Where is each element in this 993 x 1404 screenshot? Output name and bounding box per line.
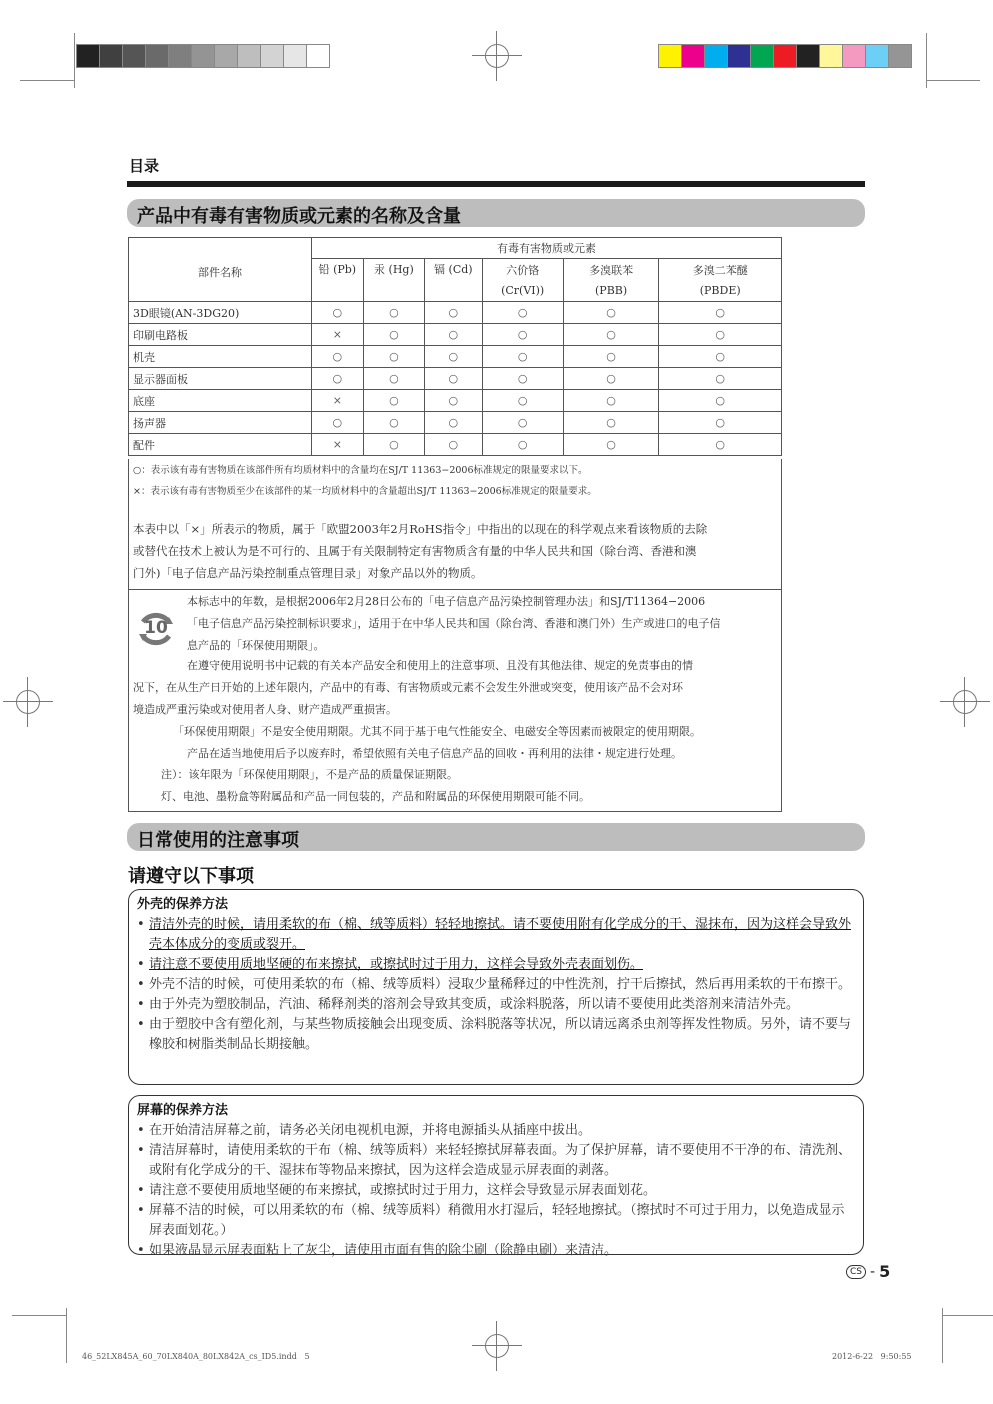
- list-item-text: 由于外壳为塑胶制品，汽油、稀释剂类的溶剂会导致其变质，或涂料脱落，所以请不要使用此类溶剂来清洁外壳。: [149, 997, 800, 1012]
- crop-mark: [12, 1315, 66, 1316]
- crop-mark: [942, 1315, 993, 1316]
- substance-value-cell: ×: [311, 390, 363, 412]
- part-name-cell: 印刷电路板: [129, 324, 312, 346]
- color-swatch: [774, 45, 797, 67]
- gray-swatch: [77, 45, 100, 67]
- substance-value-cell: ○: [425, 346, 482, 368]
- part-name-cell: 扬声器: [129, 412, 312, 434]
- list-item: [137, 975, 855, 995]
- color-swatch: [866, 45, 889, 67]
- gray-swatch: [169, 45, 192, 67]
- page-number: [846, 1262, 890, 1281]
- list-item: [137, 915, 855, 955]
- substance-value-cell: ○: [425, 368, 482, 390]
- gray-swatch: [261, 45, 284, 67]
- substance-value-cell: ×: [311, 434, 363, 456]
- list-item-text: 外壳不洁的时候，可使用柔软的布（棉、绒等质料）浸取少量稀释过的中性洗剂，拧干后擦拭，然后再用柔软的干布擦干。: [149, 977, 852, 992]
- substance-value-cell: ○: [363, 412, 424, 434]
- paragraph-line: 灯、电池、墨粉盒等附属品和产品一同包装的，产品和附属品的环保使用期限可能不同。: [161, 790, 590, 803]
- substance-value-cell: ○: [425, 412, 482, 434]
- substance-value-cell: ○: [311, 346, 363, 368]
- part-name-cell: 配件: [129, 434, 312, 456]
- logo-text-line: 息产品的「环保使用期限」。: [187, 639, 325, 652]
- registration-mark-icon: [472, 1321, 522, 1371]
- footer-filename: 46_52LX845A_60_70LX840A_80LX842A_cs_ID5.indd 5: [82, 1352, 310, 1361]
- table-row: [129, 368, 782, 390]
- substance-value-cell: ○: [363, 368, 424, 390]
- substance-column-header: 镉 (Cd): [425, 259, 482, 302]
- table-row: [129, 346, 782, 368]
- color-swatch-strip: [658, 44, 912, 68]
- substance-value-cell: ○: [311, 412, 363, 434]
- crop-mark: [20, 80, 74, 81]
- eco-period-notes: [128, 590, 782, 812]
- table-row: [129, 412, 782, 434]
- substance-value-cell: ○: [563, 390, 659, 412]
- substance-value-cell: ○: [425, 324, 482, 346]
- crop-mark: [942, 1308, 943, 1363]
- color-swatch: [682, 45, 705, 67]
- list-item: [137, 1015, 855, 1055]
- rohs-note-line: 本表中以「×」所表示的物质，属于「欧盟2003年2月RoHS指令」中指出的以现在的科学观点来看该物质的去除: [133, 522, 708, 536]
- rohs-note-line: 门外)「电子信息产品污染控制重点管理目录」对象产品以外的物质。: [133, 566, 483, 580]
- footer-timestamp: 2012-6-22 9:50:55: [832, 1352, 912, 1361]
- registration-mark-icon: [3, 677, 53, 727]
- logo-text-line: 本标志中的年数，是根据2006年2月28日公布的「电子信息产品污染控制管理办法」和SJ/T11364−2006: [187, 595, 706, 608]
- table-row: [129, 434, 782, 456]
- list-item-text: 如果液晶显示屏表面粘上了灰尘，请使用市面有售的除尘刷（除静电刷）来清洁。: [149, 1243, 618, 1258]
- registration-mark-icon: [472, 31, 522, 81]
- substance-value-cell: ○: [659, 346, 782, 368]
- color-swatch: [659, 45, 682, 67]
- substance-value-cell: ○: [311, 368, 363, 390]
- substance-value-cell: ○: [311, 302, 363, 324]
- case-care-title: 外壳的保养方法: [137, 897, 229, 912]
- substance-value-cell: ○: [563, 412, 659, 434]
- table-row: [129, 390, 782, 412]
- section-header-hazardous: [127, 199, 865, 227]
- list-item: [137, 1121, 855, 1141]
- color-swatch: [751, 45, 774, 67]
- header-rule: [127, 181, 865, 187]
- substance-column-subheader: (Cr(VI)): [482, 280, 563, 302]
- page-separator: -: [870, 1263, 876, 1280]
- part-name-header: 部件名称: [129, 238, 312, 302]
- list-item-text: 请注意不要使用质地坚硬的布来擦拭，或擦拭时过于用力，这样会导致外壳表面划伤。: [149, 957, 644, 972]
- substance-value-cell: ○: [659, 390, 782, 412]
- substance-column-header: 多溴联苯: [563, 259, 659, 281]
- substance-value-cell: ○: [659, 434, 782, 456]
- substance-value-cell: ○: [425, 302, 482, 324]
- gray-swatch: [123, 45, 146, 67]
- gray-swatch: [192, 45, 215, 67]
- registration-mark-icon: [940, 677, 990, 727]
- paragraph-line: 在遵守使用说明书中记载的有关本产品安全和使用上的注意事项、且没有其他法律、规定的免责事由的情: [187, 659, 693, 672]
- hazardous-substances-table: [128, 237, 782, 456]
- color-swatch: [797, 45, 820, 67]
- substance-value-cell: ○: [482, 434, 563, 456]
- screen-care-title: 屏幕的保养方法: [137, 1103, 229, 1118]
- gray-swatch: [284, 45, 307, 67]
- substance-column-header: 多溴二苯醚: [659, 259, 782, 281]
- substance-value-cell: ○: [563, 346, 659, 368]
- crop-mark: [926, 80, 980, 81]
- part-name-cell: 显示器面板: [129, 368, 312, 390]
- substance-group-header: 有毒有害物质或元素: [311, 238, 781, 259]
- paragraph-line: 产品在适当地使用后予以废弃时，希望依照有关电子信息产品的回收・再利用的法律・规定进行处理。: [187, 747, 682, 760]
- part-name-cell: 机壳: [129, 346, 312, 368]
- crop-mark: [66, 1308, 67, 1363]
- part-name-cell: 底座: [129, 390, 312, 412]
- list-item-text: 屏幕不洁的时候，可以用柔软的布（棉、绒等质料）稍微用水打湿后，轻轻地擦拭。（擦拭时不可过于用力，以免造成显示屏表面划花。）: [149, 1203, 845, 1238]
- substance-column-header: 汞 (Hg): [363, 259, 424, 302]
- gray-swatch-strip: [76, 44, 330, 68]
- logo-text-line: 「电子信息产品污染控制标识要求」，适用于在中华人民共和国（除台湾、香港和澳门外）生产或进口的电子信: [187, 617, 721, 630]
- list-item-text: 由于塑胶中含有塑化剂，与某些物质接触会出现变质、涂料脱落等状况，所以请远离杀虫剂等挥发性物质。另外，请不要与橡胶和树脂类制品长期接触。: [149, 1017, 852, 1052]
- substance-value-cell: ○: [563, 302, 659, 324]
- section-title: 产品中有毒有害物质或元素的名称及含量: [137, 206, 461, 227]
- paragraph-line: 境造成严重污染或对使用者人身、财产造成严重损害。: [133, 703, 397, 716]
- substance-value-cell: ○: [363, 324, 424, 346]
- substance-value-cell: ○: [563, 434, 659, 456]
- color-swatch: [728, 45, 751, 67]
- table-row: [129, 324, 782, 346]
- case-care-box: [128, 889, 864, 1085]
- substance-value-cell: ○: [563, 368, 659, 390]
- crop-mark: [74, 33, 75, 88]
- substance-value-cell: ○: [659, 324, 782, 346]
- list-item: [137, 995, 855, 1015]
- substance-column-subheader: (PBB): [563, 280, 659, 302]
- substance-value-cell: ○: [482, 390, 563, 412]
- color-swatch: [820, 45, 843, 67]
- list-item-text: 清洁屏幕时，请使用柔软的干布（棉、绒等质料）来轻轻擦拭屏幕表面。为了保护屏幕，请不要使用不干净的布、清洗剂、或附有化学成分的干、湿抹布等物品来擦拭，因为这样会造成显示屏表面的剥落。: [149, 1143, 852, 1178]
- substance-value-cell: ○: [563, 324, 659, 346]
- substance-value-cell: ○: [482, 412, 563, 434]
- table-row: [129, 302, 782, 324]
- paragraph-line: 注）：该年限为「环保使用期限」，不是产品的质量保证期限。: [161, 768, 458, 781]
- list-item-text: 在开始清洁屏幕之前，请务必关闭电视机电源，并将电源插头从插座中拔出。: [149, 1123, 592, 1138]
- substance-value-cell: ×: [311, 324, 363, 346]
- table-notes: [128, 459, 782, 590]
- list-item: [137, 1181, 855, 1201]
- substance-value-cell: ○: [659, 368, 782, 390]
- page-number-value: 5: [879, 1262, 891, 1281]
- screen-care-list: [137, 1121, 855, 1261]
- screen-care-box: [128, 1095, 864, 1258]
- substance-value-cell: ○: [363, 434, 424, 456]
- substance-value-cell: ○: [482, 302, 563, 324]
- subsection-title: 请遵守以下事项: [128, 866, 254, 887]
- substance-value-cell: ○: [363, 302, 424, 324]
- legend-circle: ○：表示该有毒有害物质在该部件所有均质材料中的含量均在SJ/T 11363−2006标准规定的限量要求以下。: [133, 465, 588, 476]
- paragraph-line: 况下，在从生产日开始的上述年限内，产品中的有毒、有害物质或元素不会发生外泄或突变，使用该产品不会对环: [133, 681, 683, 694]
- color-swatch: [889, 45, 911, 67]
- gray-swatch: [307, 45, 329, 67]
- list-item-text: 请注意不要使用质地坚硬的布来擦拭，或擦拭时过于用力，这样会导致显示屏表面划花。: [149, 1183, 657, 1198]
- substance-value-cell: ○: [659, 412, 782, 434]
- list-item: [137, 1141, 855, 1181]
- section-header-daily-use: [127, 823, 865, 851]
- legend-cross: ×：表示该有毒有害物质至少在该部件的某一均质材料中的含量超出SJ/T 11363−2006标准规定的限量要求。: [133, 486, 597, 497]
- list-item: [137, 955, 855, 975]
- substance-value-cell: ○: [659, 302, 782, 324]
- substance-value-cell: ○: [482, 368, 563, 390]
- substance-value-cell: ○: [363, 346, 424, 368]
- substance-value-cell: ○: [482, 346, 563, 368]
- epup-years: 10: [144, 618, 168, 638]
- gray-swatch: [215, 45, 238, 67]
- part-name-cell: 3D眼镜(AN-3DG20): [129, 302, 312, 324]
- gray-swatch: [238, 45, 261, 67]
- substance-column-header: 铅 (Pb): [311, 259, 363, 302]
- epup-logo-icon: [135, 608, 177, 650]
- rohs-note-line: 或替代在技术上被认为是不可行的、且属于有关限制特定有害物质含有量的中华人民共和国（除台湾、香港和澳: [133, 544, 697, 558]
- gray-swatch: [100, 45, 123, 67]
- color-swatch: [843, 45, 866, 67]
- substance-column-subheader: (PBDE): [659, 280, 782, 302]
- table-header-row: [129, 238, 782, 259]
- language-badge: CS: [846, 1265, 866, 1279]
- case-care-list: [137, 915, 855, 1055]
- substance-value-cell: ○: [425, 390, 482, 412]
- list-item-text: 清洁外壳的时候，请用柔软的布（棉、绒等质料）轻轻地擦拭。请不要使用附有化学成分的干、湿抹布，因为这样会导致外壳本体成分的变质或裂开。: [149, 917, 852, 952]
- substance-value-cell: ○: [363, 390, 424, 412]
- list-item: [137, 1241, 855, 1261]
- paragraph-line: 「环保使用期限」不是安全使用期限。尤其不同于基于电气性能安全、电磁安全等因素而被限定的使用期限。: [173, 725, 701, 738]
- toc-label: 目录: [129, 157, 160, 175]
- color-swatch: [705, 45, 728, 67]
- substance-column-header: 六价铬: [482, 259, 563, 281]
- substance-value-cell: ○: [482, 324, 563, 346]
- section-title: 日常使用的注意事项: [137, 830, 299, 851]
- substance-value-cell: ○: [425, 434, 482, 456]
- gray-swatch: [146, 45, 169, 67]
- list-item: [137, 1201, 855, 1241]
